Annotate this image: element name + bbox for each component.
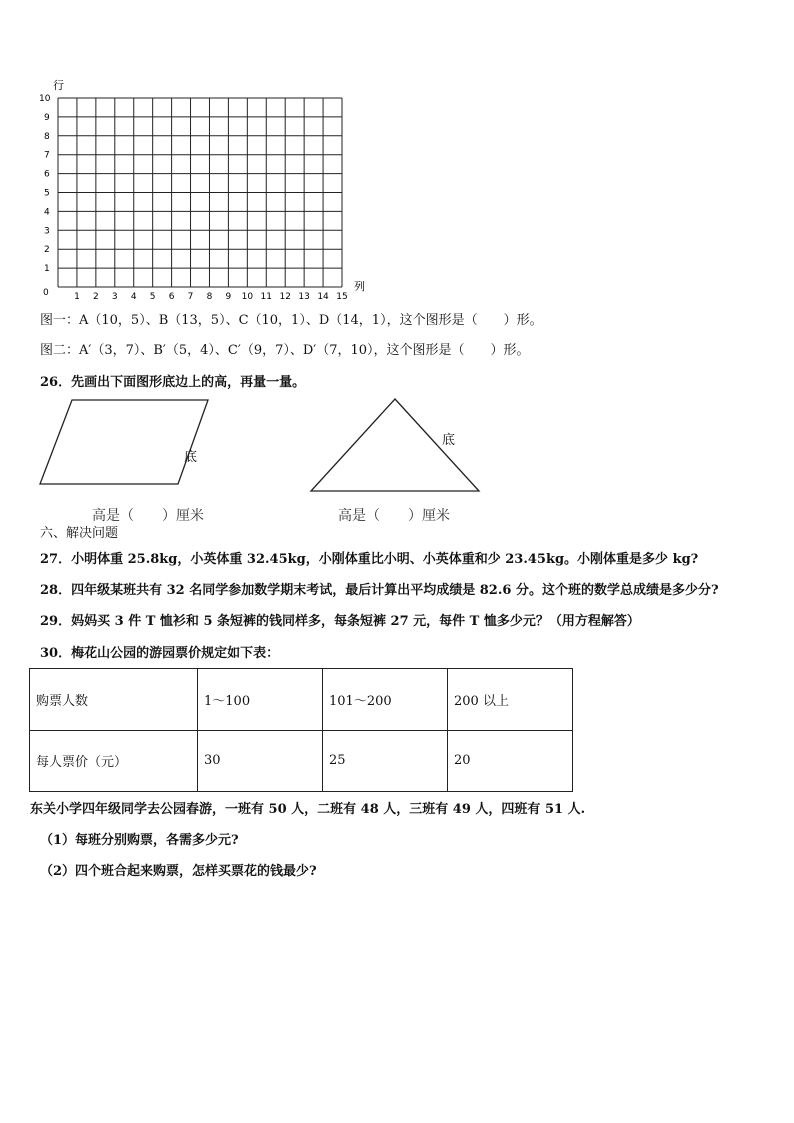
q28-text: 28．四年级某班共有 32 名同学参加数学期末考试，最后计算出平均成绩是 82.6 分。这个班的数学总成绩是多少分? [40, 583, 719, 598]
parallelogram-shape [40, 400, 208, 484]
y-tick-label: 6 [44, 169, 50, 180]
q29-text: 29．妈妈买 3 件 T 恤衫和 5 条短裤的钱同样多，每条短裤 27 元，每件 T 恤多少元？（用方程解答） [40, 614, 640, 629]
y-tick-label: 10 [39, 94, 51, 104]
q26-text: 26．先画出下面图形底边上的高，再量一量。 [40, 375, 306, 390]
y-tick-labels [39, 94, 51, 274]
q25-figure2: 图二：A′（3，7）、B′（5，4）、C′（9，7）、D′（7，10），这个图形是（ ）形。 [40, 343, 530, 358]
x-tick-label: 13 [298, 292, 310, 302]
x-tick-label: 3 [111, 292, 118, 302]
table-cell: 30 [198, 730, 323, 792]
parallelogram-figure [36, 396, 216, 488]
x-tick-label: 8 [206, 292, 213, 302]
y-tick-label: 4 [44, 207, 50, 218]
y-tick-label: 5 [44, 188, 50, 199]
y-tick-label: 9 [44, 112, 50, 123]
table-row [30, 669, 573, 731]
parallelogram-base-label: 底 [184, 450, 198, 465]
grid-lines [58, 98, 342, 287]
triangle-figure [306, 396, 486, 496]
x-tick-label: 4 [130, 292, 137, 302]
q30-sub2: （2）四个班合起来购票，怎样买票花的钱最少? [40, 864, 317, 879]
x-tick-label: 15 [336, 292, 348, 302]
table-row [30, 730, 573, 792]
q27-text: 27．小明体重 25.8kg，小英体重 32.45kg，小刚体重比小明、小英体重和少 23.45kg。小刚体重是多少 kg? [40, 552, 699, 567]
triangle-base-label: 底 [442, 433, 456, 448]
table-cell: 101～200 [323, 669, 448, 731]
x-tick-label: 14 [317, 292, 329, 302]
y-tick-label: 8 [44, 131, 50, 142]
row-axis-label: 行 [53, 79, 64, 92]
origin-label: 0 [43, 288, 49, 298]
x-tick-label: 6 [168, 292, 175, 302]
coordinate-grid [30, 76, 370, 306]
x-tick-label: 11 [260, 292, 272, 302]
y-tick-label: 7 [44, 150, 50, 161]
q30-sub1: （1）每班分别购票，各需多少元? [40, 833, 239, 848]
x-tick-label: 10 [241, 292, 254, 302]
y-tick-label: 3 [44, 226, 50, 237]
x-tick-label: 2 [92, 292, 99, 302]
col-axis-label: 列 [354, 280, 365, 293]
y-tick-label: 2 [44, 245, 50, 256]
height-answer-1: 高是（ ）厘米 [92, 508, 204, 524]
q30-intro: 30．梅花山公园的游园票价规定如下表： [40, 646, 280, 661]
table-cell: 25 [323, 730, 448, 792]
q30-story: 东关小学四年级同学去公园春游，一班有 50 人，二班有 48 人，三班有 49 人，四班有 51 人. [30, 802, 586, 817]
table-cell: 20 [448, 730, 573, 792]
x-tick-label: 5 [149, 292, 156, 302]
x-tick-label: 1 [74, 292, 80, 302]
q25-figure1: 图一：A（10，5）、B（13，5）、C（10，1）、D（14，1），这个图形是（ ）形。 [40, 313, 543, 328]
x-tick-label: 7 [187, 292, 194, 302]
table-cell: 200 以上 [448, 669, 573, 731]
x-tick-labels [74, 292, 348, 302]
ticket-price-table [29, 668, 573, 792]
height-answer-2: 高是（ ）厘米 [338, 508, 450, 524]
table-cell: 1～100 [198, 669, 323, 731]
table-cell: 购票人数 [30, 669, 198, 731]
x-tick-label: 9 [225, 292, 232, 302]
section-title: 六、解决问题 [40, 526, 119, 541]
x-tick-label: 12 [279, 292, 291, 302]
y-tick-label: 1 [44, 264, 50, 275]
table-cell: 每人票价（元） [30, 730, 198, 792]
